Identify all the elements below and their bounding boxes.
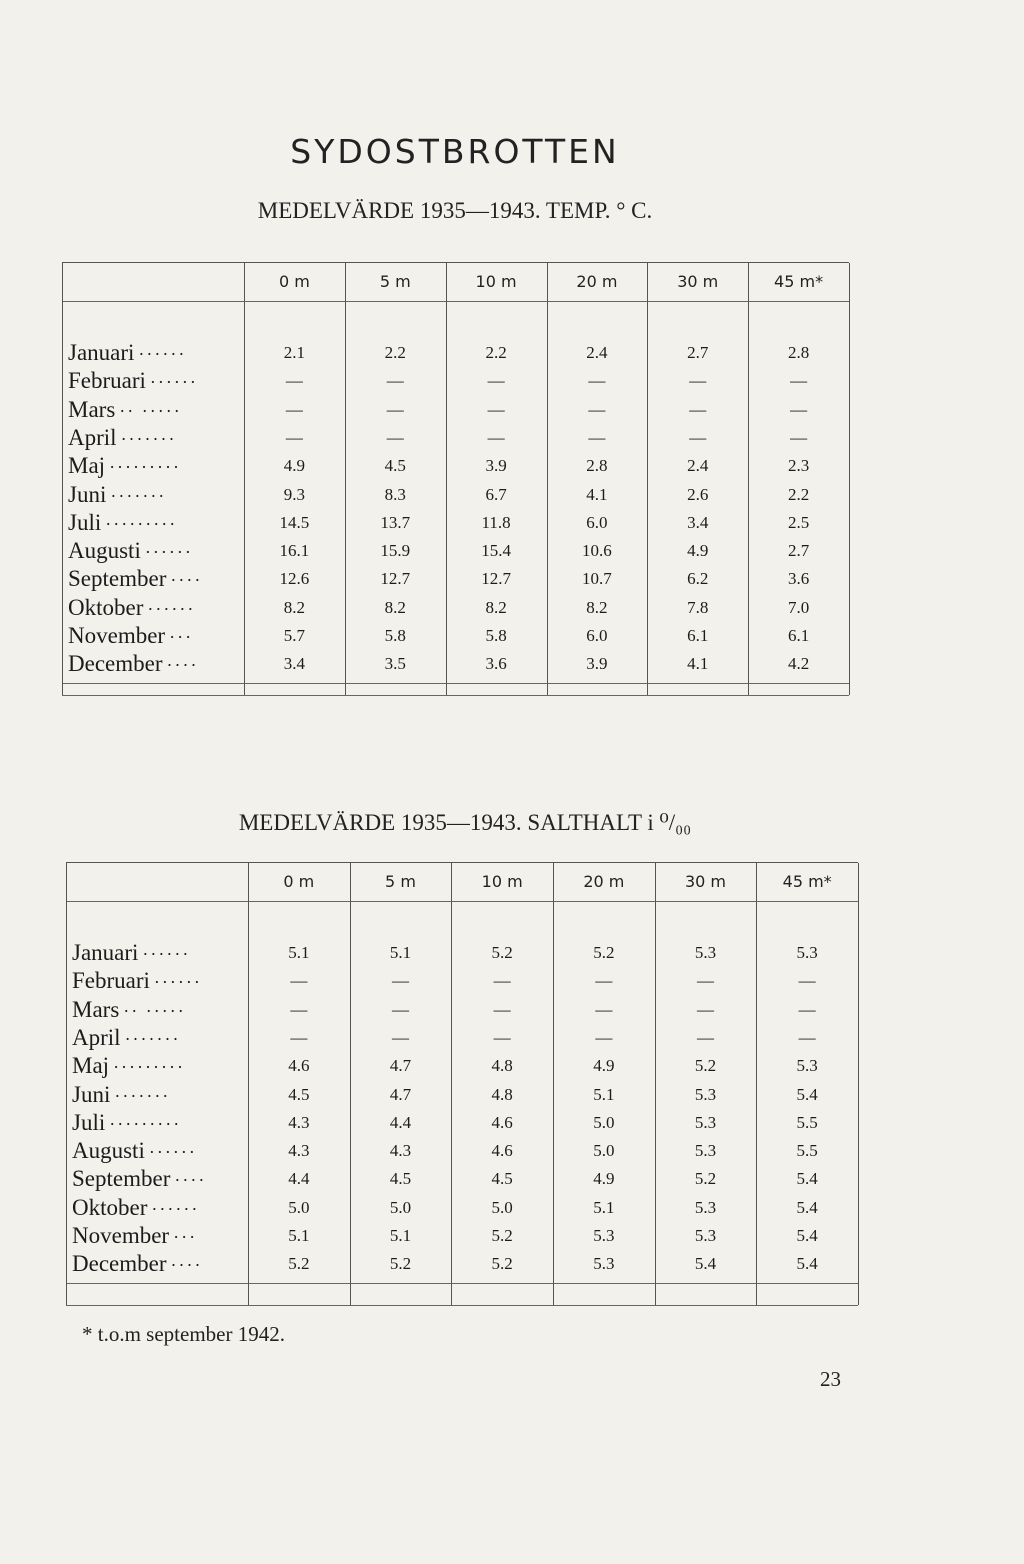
month-name: Oktober: [72, 1194, 148, 1220]
month-label: [72, 1052, 250, 1080]
temperature-table: [62, 262, 849, 695]
value-cell: 6.0: [586, 626, 608, 645]
value-cell: 4.9: [593, 1169, 615, 1189]
month-label: [68, 481, 246, 509]
value-cell: 6.2: [687, 569, 709, 589]
leader-dots: ····: [170, 1255, 203, 1276]
leader-dots: ·······: [120, 428, 177, 449]
month-label: [68, 396, 246, 424]
value-cell: —: [285, 371, 303, 391]
value-cell: 3.4: [687, 512, 709, 532]
header-divider: [66, 901, 858, 902]
value-cell: —: [798, 971, 816, 991]
value-cell: 5.4: [694, 1254, 717, 1274]
month-name: Oktober: [68, 594, 144, 620]
value-cell: 10.6: [582, 541, 612, 561]
value-cell: 4.1: [687, 654, 709, 674]
value-cell: 5.2: [491, 943, 513, 962]
leader-dots: ·········: [113, 1057, 186, 1078]
value-cell: 8.2: [283, 597, 306, 617]
value-cell: 5.4: [796, 1254, 818, 1274]
value-cell: 8.2: [586, 597, 608, 617]
month-label: [72, 1250, 250, 1278]
value-cell: —: [493, 999, 511, 1019]
value-cell: 5.1: [593, 1084, 615, 1104]
value-cell: 5.2: [593, 943, 615, 962]
month-name: Juni: [72, 1081, 111, 1107]
month-name: Februari: [72, 968, 150, 994]
month-label: [68, 339, 246, 367]
month-name: Augusti: [68, 538, 141, 564]
value-cell: 4.7: [389, 1056, 412, 1076]
value-cell: 4.5: [491, 1169, 513, 1189]
value-cell: —: [595, 971, 613, 991]
month-name: April: [72, 1024, 121, 1050]
value-cell: 5.3: [796, 943, 818, 962]
body-bottom-line: [62, 683, 849, 684]
value-cell: —: [595, 1027, 613, 1047]
depth-header: 30 m: [677, 272, 719, 291]
month-label: [68, 622, 246, 650]
table-left-edge: [66, 863, 67, 1305]
value-cell: 5.2: [389, 1254, 412, 1274]
depth-header: 45 m*: [774, 272, 824, 291]
value-cell: 7.8: [687, 597, 709, 617]
depth-header: 20 m: [583, 872, 625, 891]
value-cell: 5.0: [491, 1197, 513, 1217]
value-cell: 4.8: [491, 1084, 513, 1104]
leader-dots: ····: [170, 570, 203, 591]
value-cell: 9.3: [283, 484, 306, 504]
footnote: * t.o.m september 1942.: [82, 1322, 285, 1346]
month-name: Januari: [68, 340, 135, 365]
month-name: September: [68, 566, 167, 592]
value-cell: 4.4: [389, 1112, 412, 1132]
value-cell: 12.7: [481, 569, 511, 589]
leader-dots: ·······: [114, 1085, 171, 1106]
depth-header: 30 m: [684, 872, 726, 891]
value-cell: —: [689, 427, 707, 447]
value-cell: 5.2: [694, 1056, 717, 1076]
month-name: Juli: [72, 1109, 106, 1135]
value-cell: —: [790, 371, 808, 391]
value-cell: 4.7: [389, 1084, 412, 1104]
column-divider: [849, 263, 850, 695]
month-label: [72, 1024, 250, 1052]
leader-dots: ····: [166, 655, 199, 676]
month-label: [72, 967, 250, 995]
month-name: Februari: [68, 368, 146, 394]
value-cell: 16.1: [279, 541, 310, 561]
month-label: [68, 367, 246, 395]
leader-dots: ····: [174, 1170, 207, 1191]
value-cell: 5.0: [593, 1112, 615, 1132]
value-cell: 3.9: [586, 654, 608, 674]
leader-dots: ······: [147, 598, 196, 619]
value-cell: 2.2: [787, 484, 810, 504]
value-cell: 5.3: [694, 943, 717, 962]
value-cell: 4.6: [491, 1112, 513, 1132]
value-cell: 3.6: [787, 569, 810, 589]
column-divider: [858, 863, 859, 1305]
value-cell: 5.1: [288, 943, 310, 962]
value-cell: —: [285, 427, 303, 447]
value-cell: —: [689, 399, 707, 419]
depth-header: 45 m*: [782, 872, 832, 891]
depth-header: 10 m: [481, 872, 523, 891]
month-label: [72, 1165, 250, 1193]
depth-header: 0 m: [283, 872, 315, 891]
depth-header: 5 m: [379, 272, 411, 291]
month-name: November: [72, 1223, 170, 1248]
value-cell: —: [386, 399, 404, 419]
value-cell: 5.2: [288, 1254, 310, 1274]
value-cell: 5.4: [796, 1226, 818, 1245]
value-cell: 4.9: [687, 541, 709, 561]
value-cell: —: [290, 999, 308, 1019]
month-name: Januari: [72, 940, 139, 965]
value-cell: 3.6: [485, 654, 507, 674]
value-cell: 5.3: [593, 1226, 615, 1245]
value-cell: 2.1: [283, 343, 306, 362]
value-cell: —: [696, 1027, 714, 1047]
month-name: April: [68, 424, 117, 450]
value-cell: 15.4: [481, 541, 511, 561]
value-cell: 4.1: [586, 484, 608, 504]
value-cell: 2.8: [586, 456, 608, 476]
value-cell: 2.2: [485, 343, 507, 362]
month-label: [72, 1109, 250, 1137]
value-cell: —: [595, 999, 613, 1019]
month-name: Juli: [68, 509, 102, 535]
header-divider: [62, 301, 849, 302]
month-label: [68, 509, 246, 537]
value-cell: 5.3: [694, 1141, 717, 1161]
leader-dots: ·· ·····: [123, 1000, 186, 1021]
month-name: Juni: [68, 481, 107, 507]
value-cell: 3.9: [485, 456, 507, 476]
value-cell: 6.0: [586, 512, 608, 532]
depth-header: 20 m: [576, 272, 618, 291]
table-bottom-line: [62, 695, 849, 696]
value-cell: —: [487, 371, 505, 391]
month-name: Mars: [72, 996, 120, 1022]
value-cell: 4.6: [491, 1141, 513, 1161]
month-name: Augusti: [72, 1138, 145, 1164]
value-cell: —: [391, 999, 409, 1019]
value-cell: —: [696, 971, 714, 991]
value-cell: 4.9: [593, 1056, 615, 1076]
leader-dots: ·······: [124, 1028, 181, 1049]
value-cell: 5.2: [694, 1169, 717, 1189]
leader-dots: ·········: [109, 1113, 182, 1134]
value-cell: —: [588, 371, 606, 391]
value-cell: —: [588, 427, 606, 447]
month-label: [72, 1081, 250, 1109]
value-cell: 5.0: [389, 1197, 412, 1217]
month-name: December: [68, 651, 163, 677]
value-cell: 14.5: [279, 512, 310, 532]
value-cell: —: [696, 999, 714, 1019]
value-cell: 5.3: [694, 1084, 717, 1104]
value-cell: 5.0: [288, 1197, 310, 1217]
month-label: [72, 1222, 250, 1250]
value-cell: 5.1: [593, 1197, 615, 1217]
value-cell: 2.5: [787, 512, 810, 532]
value-cell: 4.4: [288, 1169, 310, 1189]
value-cell: 4.3: [288, 1112, 310, 1132]
month-name: September: [72, 1166, 171, 1192]
value-cell: 11.8: [481, 512, 511, 532]
value-cell: 5.5: [796, 1141, 818, 1161]
month-name: Maj: [72, 1053, 110, 1079]
value-cell: 2.4: [687, 456, 709, 476]
value-cell: 5.4: [796, 1197, 818, 1217]
value-cell: 6.7: [485, 484, 507, 504]
leader-dots: ······: [144, 542, 193, 563]
value-cell: 2.6: [687, 484, 709, 504]
value-cell: —: [798, 999, 816, 1019]
value-cell: 13.7: [380, 512, 411, 532]
leader-dots: ···: [169, 627, 194, 647]
value-cell: 5.3: [694, 1197, 717, 1217]
salinity-table: [66, 862, 858, 1305]
value-cell: —: [798, 1027, 816, 1047]
value-cell: 5.1: [389, 943, 412, 962]
depth-header: 5 m: [385, 872, 416, 891]
value-cell: —: [290, 1027, 308, 1047]
month-label: [72, 1137, 250, 1165]
value-cell: 4.6: [288, 1056, 310, 1076]
value-cell: 5.2: [491, 1254, 513, 1274]
value-cell: —: [493, 971, 511, 991]
value-cell: 8.3: [384, 484, 406, 504]
month-label: [68, 565, 246, 593]
value-cell: 5.3: [796, 1056, 818, 1076]
value-cell: 12.7: [380, 569, 411, 589]
month-name: November: [68, 623, 166, 648]
value-cell: 5.8: [485, 626, 507, 645]
month-label: [72, 996, 250, 1024]
value-cell: —: [391, 1027, 409, 1047]
value-cell: 2.8: [787, 343, 810, 362]
value-cell: —: [487, 427, 505, 447]
value-cell: —: [290, 971, 308, 991]
value-cell: —: [493, 1027, 511, 1047]
value-cell: 6.1: [687, 626, 709, 645]
value-cell: 5.4: [796, 1169, 818, 1189]
value-cell: —: [386, 371, 404, 391]
depth-header: 0 m: [278, 272, 310, 291]
value-cell: 10.7: [582, 569, 612, 589]
temperature-heading: MEDELVÄRDE 1935—1943. TEMP. ° C.: [257, 198, 653, 223]
value-cell: 4.3: [389, 1141, 412, 1161]
value-cell: 5.1: [389, 1226, 412, 1245]
value-cell: 2.4: [586, 343, 608, 362]
value-cell: 4.5: [389, 1169, 412, 1189]
leader-dots: ·· ·····: [119, 400, 182, 421]
depth-header: 10 m: [475, 272, 517, 291]
value-cell: —: [790, 427, 808, 447]
month-label: [68, 424, 246, 452]
value-cell: 5.1: [288, 1226, 310, 1245]
value-cell: 5.4: [796, 1084, 818, 1104]
value-cell: 3.5: [384, 654, 406, 674]
value-cell: —: [285, 399, 303, 419]
leader-dots: ······: [138, 344, 187, 364]
value-cell: 2.7: [787, 541, 810, 561]
value-cell: 4.5: [384, 456, 406, 476]
table-left-edge: [62, 263, 63, 695]
month-label: [72, 1194, 250, 1222]
value-cell: 4.9: [283, 456, 306, 476]
salinity-heading: MEDELVÄRDE 1935—1943. SALTHALT i ⁰/₀₀: [238, 810, 692, 835]
value-cell: 2.3: [787, 456, 810, 476]
value-cell: 5.3: [694, 1226, 717, 1245]
leader-dots: ·········: [105, 513, 178, 534]
leader-dots: ······: [142, 944, 191, 964]
page-title: SYDOSTBROTTEN: [290, 132, 620, 171]
value-cell: 5.7: [283, 626, 306, 645]
page-number: 23: [820, 1367, 841, 1391]
month-label: [72, 939, 250, 967]
value-cell: 6.1: [787, 626, 810, 645]
value-cell: —: [588, 399, 606, 419]
leader-dots: ······: [153, 972, 202, 993]
value-cell: —: [386, 427, 404, 447]
value-cell: 4.8: [491, 1056, 513, 1076]
leader-dots: ···: [173, 1227, 198, 1247]
value-cell: 5.3: [593, 1254, 615, 1274]
value-cell: 5.2: [491, 1226, 513, 1245]
month-label: [68, 537, 246, 565]
month-label: [68, 650, 246, 678]
value-cell: 5.8: [384, 626, 406, 645]
month-name: Maj: [68, 453, 106, 479]
leader-dots: ······: [151, 1198, 200, 1219]
value-cell: 5.0: [593, 1141, 615, 1161]
table-bottom-line: [66, 1305, 858, 1306]
body-bottom-line: [66, 1283, 858, 1284]
value-cell: 7.0: [787, 597, 810, 617]
value-cell: 3.4: [283, 654, 306, 674]
value-cell: —: [487, 399, 505, 419]
value-cell: 2.7: [687, 343, 709, 362]
value-cell: 5.5: [796, 1112, 818, 1132]
month-label: [68, 452, 246, 480]
value-cell: 12.6: [279, 569, 310, 589]
value-cell: 8.2: [384, 597, 406, 617]
value-cell: 5.3: [694, 1112, 717, 1132]
value-cell: 15.9: [380, 541, 411, 561]
value-cell: 2.2: [384, 343, 406, 362]
leader-dots: ······: [148, 1142, 197, 1163]
value-cell: —: [689, 371, 707, 391]
value-cell: 4.3: [288, 1141, 310, 1161]
month-name: Mars: [68, 396, 116, 422]
value-cell: 4.2: [787, 654, 810, 674]
value-cell: —: [790, 399, 808, 419]
month-label: [68, 594, 246, 622]
leader-dots: ······: [149, 372, 198, 393]
month-name: December: [72, 1251, 167, 1277]
leader-dots: ·······: [110, 485, 167, 506]
leader-dots: ·········: [109, 457, 182, 478]
value-cell: —: [391, 971, 409, 991]
value-cell: 8.2: [485, 597, 507, 617]
value-cell: 4.5: [288, 1084, 310, 1104]
